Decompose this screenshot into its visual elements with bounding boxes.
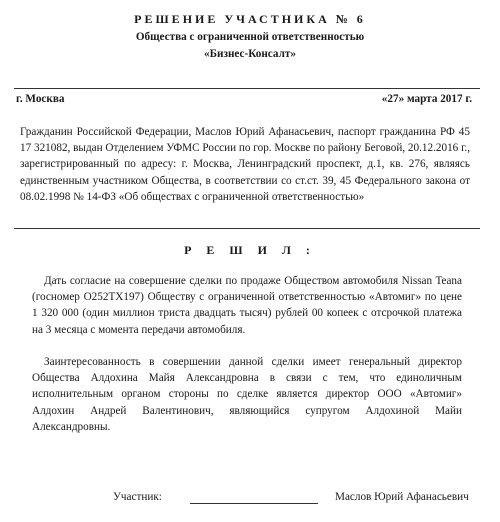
divider-top <box>14 88 480 89</box>
organization-name: «Бизнес-Консалт» <box>204 48 296 60</box>
divider-middle <box>14 228 480 229</box>
document-date: «27» марта 2017 г. <box>381 93 472 105</box>
city: г. Москва <box>16 93 65 105</box>
decision-heading: Р Е Ш И Л : <box>184 243 316 257</box>
signature-line <box>190 503 318 504</box>
signature-label: Участник: <box>113 491 162 503</box>
decision-paragraph-1: Дать согласие на совершение сделки по продаже Обществом автомобиля Nissan Teana (госномер О252ТХ197) Обществу с ограниченной ответственностью «Автомиг» по цене 1 320 000 (один миллион триста двадцать тысяч) рублей 00 копеек с отсрочкой платежа на 3 месяца с момента передачи автомобиля. <box>32 275 462 336</box>
signatory-name: Маслов Юрий Афанасьевич <box>335 491 469 503</box>
intro-paragraph: Гражданин Российской Федерации, Маслов Юрий Афанасьевич, паспорт гражданина РФ 45 17 321082, выдан Отделением УФМС России по гор. Москве по району Беговой, 20.12.2016 г., зарегистрированный по адресу: г. Москва, Ленинградский проспект, д.1, кв. 276, являясь единственным участником Общества, в соответствии со ст.ст. 39, 45 Федерального закона от 08.02.1998 № 14-ФЗ «Об обществах с ограниченной ответственностью» <box>20 126 470 203</box>
organization-type: Общества с ограниченной ответственностью <box>135 31 365 43</box>
document-title: РЕШЕНИЕ УЧАСТНИКА № 6 <box>134 12 366 26</box>
decision-paragraph-2: Заинтересованность в совершении данной сделки имеет генеральный директор Общества Алдохина Майя Александровна в связи с тем, что единоличным исполнительным органом стороны по сделке является директор ООО «Автомиг» Алдохин Андрей Валентинович, являющийся супругом Алдохиной Майи Александровны. <box>32 356 462 433</box>
